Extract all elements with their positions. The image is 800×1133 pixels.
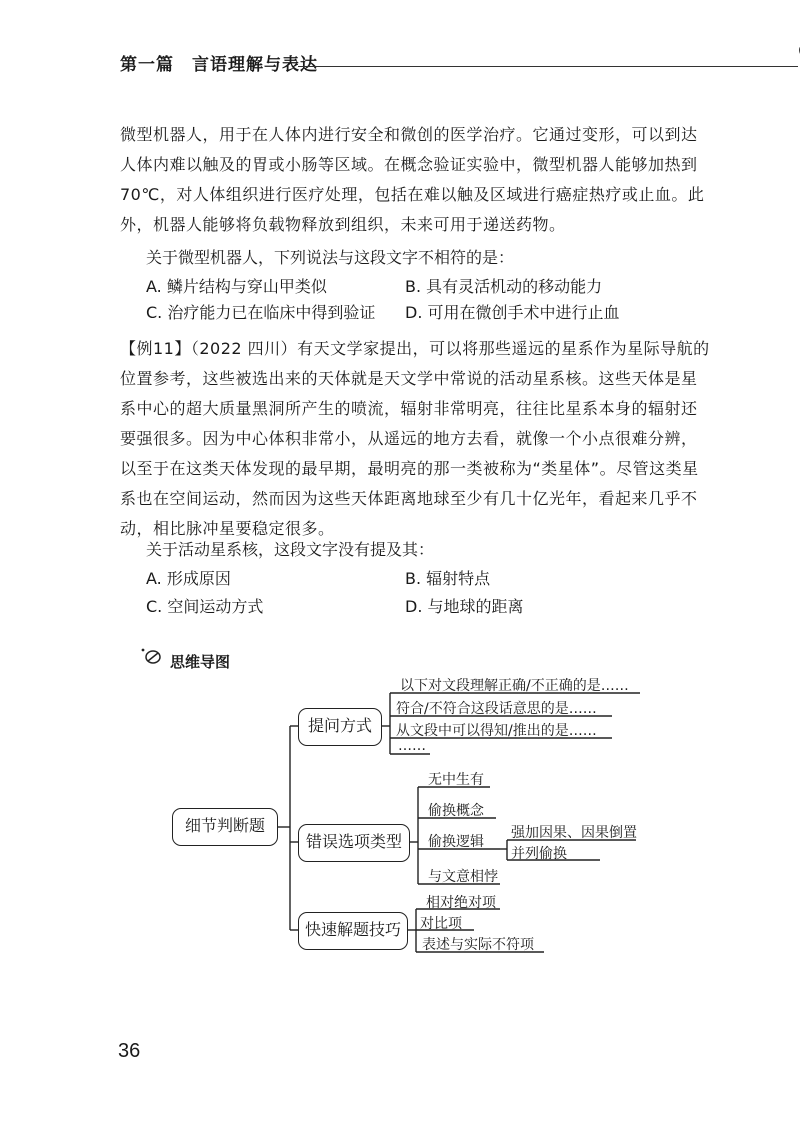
question-agn: 关于活动星系核，这段文字没有提及其： <box>146 540 435 559</box>
question-microrobot: 关于微型机器人，下列说法与这段文字不相符的是： <box>146 248 515 267</box>
quick-tip-item: 表述与实际不符项 <box>422 937 534 953</box>
branch-wrong-option-types: 错误选项类型 <box>298 824 410 862</box>
option-b-1: B. 具有灵活机动的移动能力 <box>405 277 603 296</box>
wrong-option-item: 偷换概念 <box>428 803 484 819</box>
option-d-1: D. 可用在微创手术中进行止血 <box>405 303 620 322</box>
question-style-item: 从文段中可以得知/推出的是…… <box>396 723 597 739</box>
question-style-item: 符合/不符合这段话意思的是…… <box>396 701 597 717</box>
wrong-option-item: 无中生有 <box>428 772 484 788</box>
option-c-1: C. 治疗能力已在临床中得到验证 <box>146 303 376 322</box>
wrong-logic-sub-item: 并列偷换 <box>511 846 567 862</box>
option-b-2: B. 辐射特点 <box>405 569 491 588</box>
quick-tip-item: 相对绝对项 <box>426 895 496 911</box>
passage-microrobot: 微型机器人，用于在人体内进行安全和微创的医学治疗。它通过变形，可以到达人体内难以触及的胃或小肠等区域。在概念验证实验中，微型机器人能够加热到70℃，对人体组织进行医疗处理，包括在难以触及区域进行癌症热疗或止血。此外，机器人能够将负载物释放到组织，未来可用于递送药物。 <box>120 125 705 234</box>
branch-quick-tips: 快速解题技巧 <box>298 912 408 950</box>
mindmap-heading: 思维导图 <box>170 653 231 671</box>
mindmap-root: 细节判断题 <box>172 808 278 846</box>
wrong-logic-sub-item: 强加因果、因果倒置 <box>511 825 637 841</box>
question-style-item: 以下对文段理解正确/不正确的是…… <box>400 678 629 694</box>
branch-question-style: 提问方式 <box>298 708 382 746</box>
wrong-option-item: 与文意相悖 <box>428 869 498 885</box>
option-d-2: D. 与地球的距离 <box>405 597 524 616</box>
quick-tip-item: 对比项 <box>420 916 462 932</box>
chapter-title: 第一篇 言语理解与表达 <box>120 55 318 75</box>
wrong-option-item: 偷换逻辑 <box>428 834 484 850</box>
page-number: 36 <box>118 1040 141 1062</box>
option-a-2: A. 形成原因 <box>146 569 231 588</box>
passage-agn: 【例11】（2022 四川）有天文学家提出，可以将那些遥远的星系作为星际导航的位置参考，这些被选出来的天体就是天文学中常说的活动星系核。这些天体是星系中心的超大质量黑洞所产生的喷流，辐射非常明亮，往往比星系本身的辐射还要强很多。因为中心体积非常小，从遥远的地方去看，就像一个小点很难分辨，以至于在这类天体发现的最早期，最明亮的那一类被称为“类星体”。尽管这类星系也在空间运动，然而因为这些天体距离地球至少有几十亿光年，看起来几乎不动，相比脉冲星要稳定很多。 <box>120 339 710 538</box>
question-style-item: …… <box>398 738 426 754</box>
option-a-1: A. 鳞片结构与穿山甲类似 <box>146 277 327 296</box>
option-c-2: C. 空间运动方式 <box>146 597 264 616</box>
